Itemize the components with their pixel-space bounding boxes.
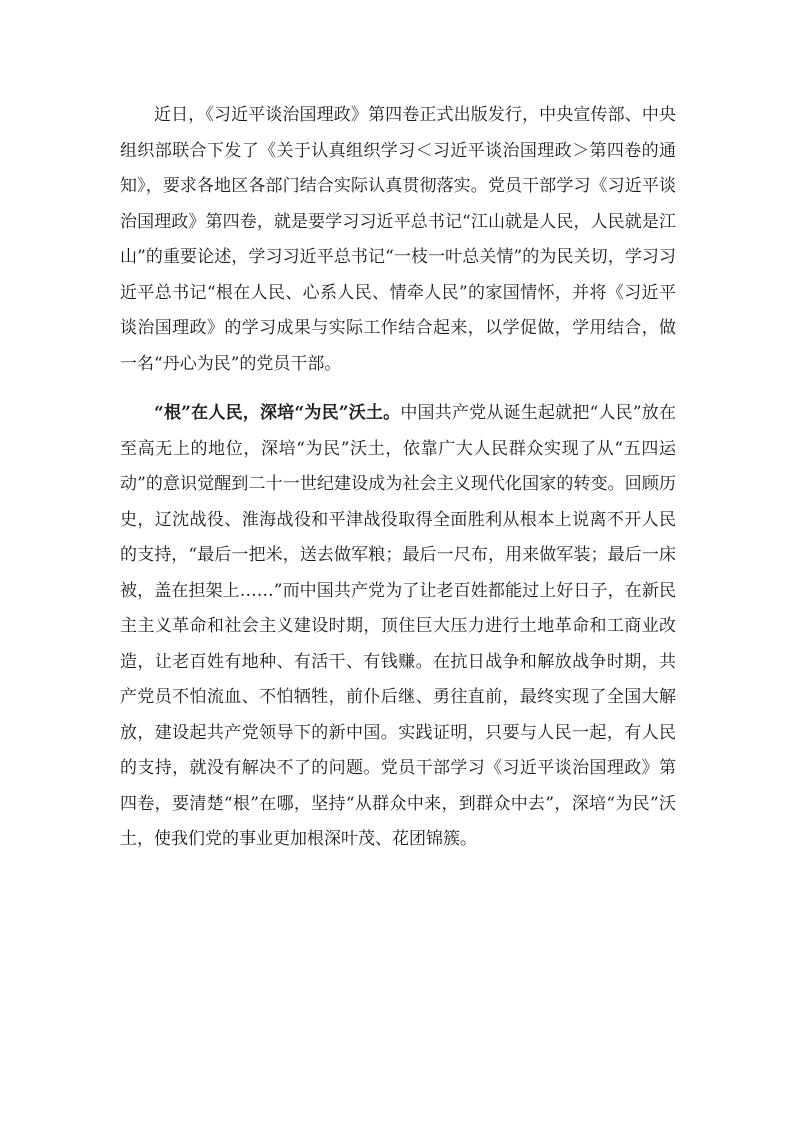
- document-body: [120, 98, 676, 858]
- paragraph-intro-text: 近日，《习近平谈治国理政》第四卷正式出版发行，中央宣传部、中央组织部联合下发了《关于认真组织学习＜习近平谈治国理政＞第四卷的通知》，要求各地区各部门结合实际认真贯彻落实。党员干部学习《习近平谈治国理政》第四卷，就是要学习习近平总书记“江山就是人民，人民就是江山”的重要论述，学习习近平总书记“一枝一叶总关情”的为民关切，学习习近平总书记“根在人民、心系人民、情牵人民”的家国情怀，并将《习近平谈治国理政》的学习成果与实际工作结合起来，以学促做，学用结合，做一名“丹心为民”的党员干部。: [120, 105, 676, 374]
- paragraph-root-in-people-heading: “根”在人民，深培“为民”沃土。: [154, 403, 401, 423]
- paragraph-root-in-people: [120, 396, 676, 858]
- paragraph-root-in-people-text: 中国共产党从诞生起就把“人民”放在至高无上的地位，深培“为民”沃土，依靠广大人民群众实现了从“五四运动”的意识觉醒到二十一世纪建设成为社会主义现代化国家的转变。回顾历史，辽沈战役、淮海战役和平津战役取得全面胜利从根本上说离不开人民的支持，“最后一把米，送去做军粮；最后一尺布，用来做军装；最后一床被，盖在担架上……”而中国共产党为了让老百姓都能过上好日子，在新民主主义革命和社会主义建设时期，顶住巨大压力进行土地革命和工商业改造，让老百姓有地种、有活干、有钱赚。在抗日战争和解放战争时期，共产党员不怕流血、不怕牺牲，前仆后继、勇往直前，最终实现了全国大解放，建设起共产党领导下的新中国。实践证明，只要与人民一起，有人民的支持，就没有解决不了的问题。党员干部学习《习近平谈治国理政》第四卷，要清楚“根”在哪，坚持“从群众中来，到群众中去”，深培“为民”沃土，使我们党的事业更加根深叶茂、花团锦簇。: [120, 403, 676, 849]
- paragraph-intro: [120, 98, 676, 382]
